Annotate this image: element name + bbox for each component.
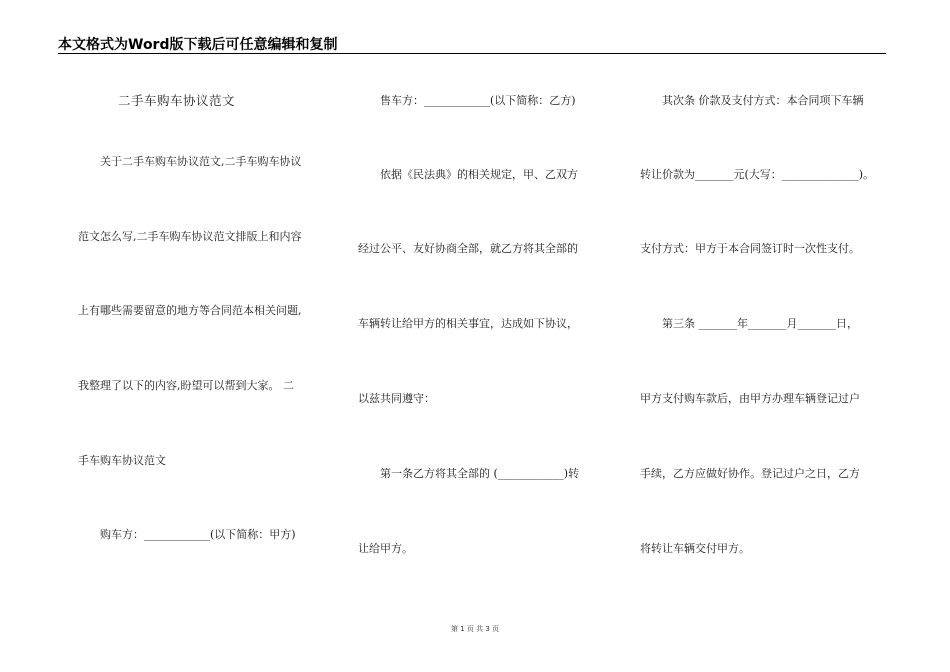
paragraph-line: 上有哪些需要留意的地方等合同范本相关问题,: [78, 304, 302, 317]
paragraph-line: 转让价款为_______元(大写：______________)。: [640, 168, 875, 181]
paragraph-line: 售车方：____________(以下简称：乙方): [380, 94, 576, 107]
paragraph-line: 手车购车协议范文: [78, 454, 166, 467]
paragraph-line: 将转让车辆交付甲方。: [640, 542, 750, 555]
paragraph-line: 关于二手车购车协议范文,二手车购车协议: [100, 155, 302, 168]
paragraph-line: 第三条 _______年_______月_______日，: [662, 317, 858, 330]
paragraph-line: 以兹共同遵守：: [358, 392, 435, 405]
paragraph-line: 支付方式：甲方于本合同签订时一次性支付。: [640, 242, 860, 255]
page-number: 第 1 页 共 3 页: [450, 625, 500, 633]
document-header: 本文格式为Word版下载后可任意编辑和复制: [58, 37, 338, 53]
paragraph-line: 甲方支付购车款后，由甲方办理车辆登记过户: [640, 392, 860, 405]
paragraph-line: 范文怎么写,二手车购车协议范文排版上和内容: [78, 230, 302, 243]
header-divider: [58, 53, 886, 54]
paragraph-line: 让给甲方。: [358, 542, 413, 555]
paragraph-line: 经过公平、友好协商全部，就乙方将其全部的: [358, 242, 578, 255]
paragraph-line: 第一条乙方将其全部的 (____________)转: [380, 467, 580, 480]
paragraph-line: 其次条 价款及支付方式：本合同项下车辆: [662, 94, 864, 107]
paragraph-line: 我整理了以下的内容,盼望可以帮到大家。 二: [78, 379, 294, 392]
paragraph-line: 依据《民法典》的相关规定，甲、乙双方: [380, 168, 578, 181]
paragraph-line: 手续，乙方应做好协作。登记过户之日，乙方: [640, 467, 860, 480]
paragraph-line: 购车方：____________(以下简称：甲方): [100, 528, 296, 541]
paragraph-line: 车辆转让给甲方的相关事宜，达成如下协议，: [358, 317, 578, 330]
document-title: 二手车购车协议范文: [118, 93, 236, 108]
